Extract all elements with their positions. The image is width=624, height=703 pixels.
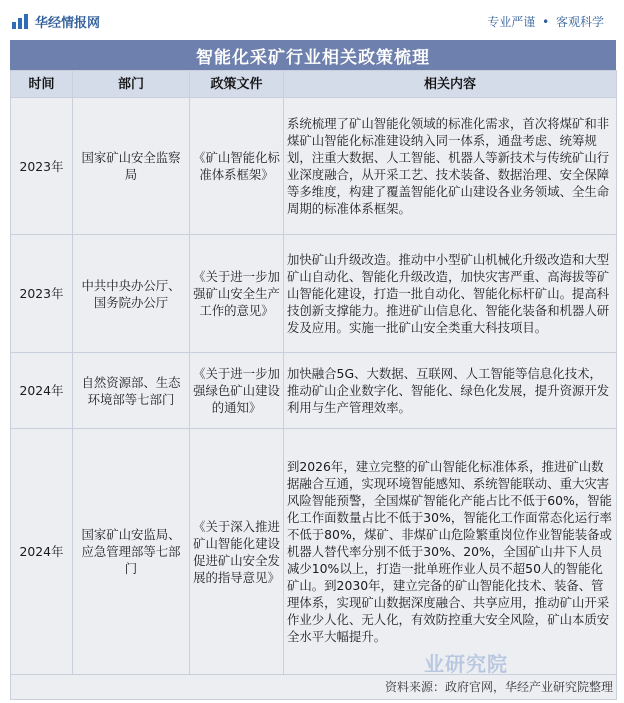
cell-department: 国家矿山安全监察局	[73, 98, 190, 235]
cell-year: 2023年	[11, 235, 73, 353]
cell-content: 到2026年，建立完整的矿山智能化标准体系，推进矿山数据融合互通，实现环境智能感知、系统智能联动、重大灾害风险智能预警，全国煤矿智能化产能占比不低于60%，智能化工作面数量占比不低于30%，智能化工作面常态化运行率不低于80%，煤矿、非煤矿山危险繁重岗位作业智能装备或机器人替代率分别不低于30%、20%，全国矿山井下人员减少10%以上，打造一批单班作业人员不超50人的智能化矿山。到2030年，建立完备的矿山智能化技术、装备、管理体系，实现矿山数据深度融合、共享应用，推动矿山开采作业少人化、无人化，有效防控重大安全风险，矿山本质安全水平大幅提升。	[284, 429, 617, 675]
cell-year: 2023年	[11, 98, 73, 235]
cell-document: 《关于进一步加强绿色矿山建设的通知》	[190, 353, 284, 429]
brand-name: 华经情报网	[35, 15, 101, 31]
bar-chart-logo-icon	[12, 13, 30, 29]
source-note: 资料来源：政府官网，华经产业研究院整理	[11, 675, 617, 700]
cell-content: 系统梳理了矿山智能化领域的标准化需求，首次将煤矿和非煤矿山智能化标准建设纳入同一体系，通盘考虑、统筹规划，注重大数据、人工智能、机器人等新技术与传统矿山行业深度融合，从开采工艺、技术装备、数据治理、安全保障等多维度，构建了覆盖智能化矿山建设各业务领域、全生命周期的标准体系框架。	[284, 98, 617, 235]
cell-department: 自然资源部、生态环境部等七部门	[73, 353, 190, 429]
cell-content: 加快矿山升级改造。推动中小型矿山机械化升级改造和大型矿山自动化、智能化升级改造，加快灾害严重、高海拔等矿山智能化建设，打造一批自动化、智能化标杆矿山。提高科技创新支撑能力。推进矿山信息化、智能化装备和机器人研发及应用。实施一批矿山安全类重大科技项目。	[284, 235, 617, 353]
table-row	[11, 429, 617, 675]
table-row	[11, 235, 617, 353]
cell-content: 加快融合5G、大数据、互联网、人工智能等信息化技术，推动矿山企业数字化、智能化、绿色化发展，提升资源开发利用与生产管理效率。	[284, 353, 617, 429]
brand[interactable]	[12, 11, 100, 31]
column-header-document: 政策文件	[190, 71, 284, 98]
cell-department: 国家矿山安监局、应急管理部等七部门	[73, 429, 190, 675]
slogan-left: 专业严谨	[487, 15, 536, 29]
cell-document: 《关于进一步加强矿山安全生产工作的意见》	[190, 235, 284, 353]
table-row	[11, 353, 617, 429]
watermark: 业研究院	[424, 652, 508, 676]
slogan-separator: •	[542, 15, 550, 29]
source-row	[11, 675, 617, 700]
table-row	[11, 98, 617, 235]
cell-year: 2024年	[11, 429, 73, 675]
top-bar	[0, 0, 624, 40]
column-header-content: 相关内容	[284, 71, 617, 98]
column-header-time: 时间	[11, 71, 73, 98]
table-title: 智能化采矿行业相关政策梳理	[10, 40, 616, 70]
column-header-department: 部门	[73, 71, 190, 98]
slogan	[487, 13, 604, 30]
table-header-row	[11, 71, 617, 98]
cell-document: 《矿山智能化标准体系框架》	[190, 98, 284, 235]
cell-year: 2024年	[11, 353, 73, 429]
slogan-right: 客观科学	[555, 15, 604, 29]
policy-table	[10, 70, 617, 700]
cell-department: 中共中央办公厅、国务院办公厅	[73, 235, 190, 353]
cell-document: 《关于深入推进矿山智能化建设促进矿山安全发展的指导意见》	[190, 429, 284, 675]
